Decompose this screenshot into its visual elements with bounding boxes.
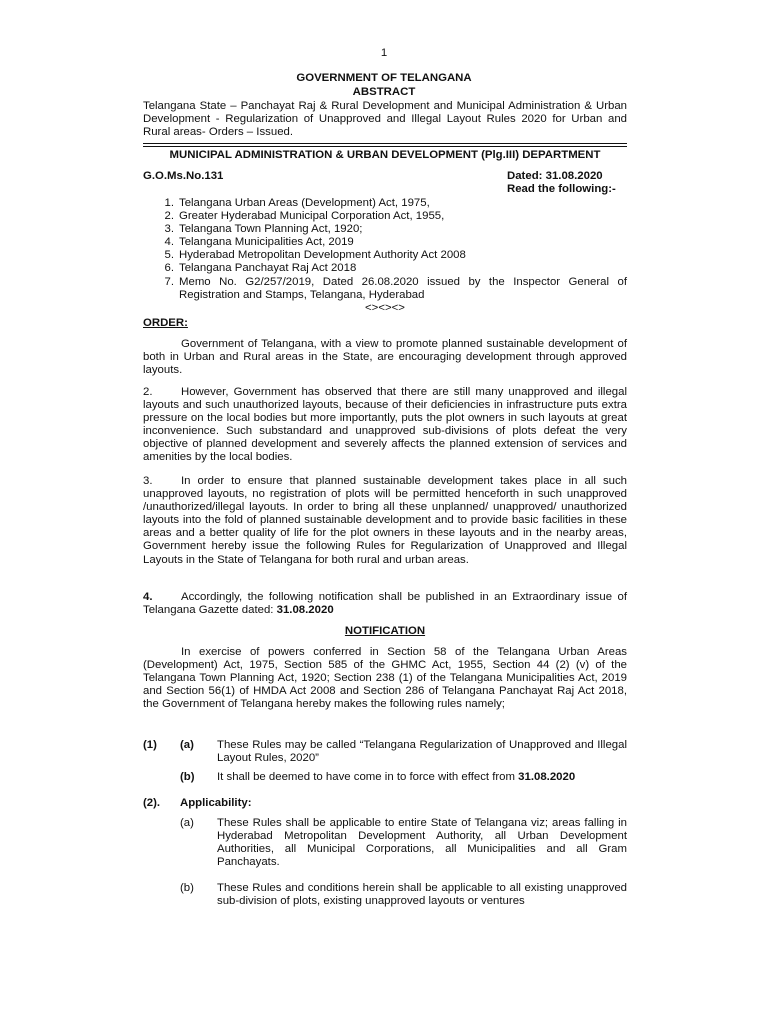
rule-2a: (a) These Rules shall be applicable to entire State of Telangana viz; areas falling in Hyderabad Metropolitan Development Authority, all Urban Development Authorities, all Municipal Corporations, all Municipalities and all Gram Panchayats. [180, 817, 627, 869]
rule-1b: (b) It shall be deemed to have come in to force with effect from 31.08.2020 [180, 771, 576, 783]
order-paragraph-3: 3. In order to ensure that planned sustainable development takes place in all such unapproved layouts, no registration of plots will be permitted henceforth in such unapproved /unauthorized/illegal layouts. In order to bring all these unplanned/ unapproved/ unauthorized layouts into the fold of planned sustainable development and to provide basic facilities in these areas and a better quality of life for the plot owners in these layouts and in the nearby areas, Government hereby issue the following Rules for Regularization of Unapproved and Illegal Layouts in the State of Telangana for both rural and urban areas. [143, 475, 627, 566]
order-paragraph-4: 4. Accordingly, the following notification shall be published in an Extraordinary issue of Telangana Gazette dated: 31.08.2020 [143, 591, 627, 617]
page-number: 1 [380, 47, 388, 59]
go-number: G.O.Ms.No.131 [143, 170, 224, 182]
order-paragraph-1: Government of Telangana, with a view to promote planned sustainable development of both in Urban and Rural areas in the State, are encouraging development through approved layouts. [143, 338, 627, 377]
list-item: 5. Hyderabad Metropolitan Development Authority Act 2008 [164, 249, 466, 262]
list-item: 6. Telangana Panchayat Raj Act 2018 [164, 262, 357, 275]
reference-list [143, 197, 627, 302]
read-following-label: Read the following:- [507, 183, 616, 195]
divider-line [143, 143, 627, 144]
section-separator: <><><> [365, 302, 405, 314]
list-item: 4. Telangana Municipalities Act, 2019 [164, 236, 354, 249]
notification-intro: In exercise of powers conferred in Section 58 of the Telangana Urban Areas (Development) Act, 1975, Section 585 of the GHMC Act, 1955, Section 44 (2) (v) of the Telangana Town Planning Act, 1920; Section 238 (1) of the Telangana Municipalities Act, 2019 and Section 56(1) of HMDA Act 2008 and Section 286 of Telangana Panchayat Raj Act 2018, the Government of Telangana hereby makes the following rules namely; [143, 646, 627, 711]
abstract-text: Telangana State – Panchayat Raj & Rural Development and Municipal Administration & Urban Development - Regularization of Unapproved and Illegal Layout Rules 2020 for Urban and Rural areas- Orders – Issued. [143, 100, 627, 139]
notification-heading: NOTIFICATION [344, 625, 426, 637]
list-item: 2. Greater Hyderabad Municipal Corporation Act, 1955, [164, 210, 445, 223]
divider-line [143, 146, 627, 147]
rule-2-heading: (2). Applicability: [143, 797, 252, 809]
order-paragraph-2: 2. However, Government has observed that there are still many unapproved and illegal layouts and such unauthorized layouts, because of their deficiencies in infrastructure puts extra pressure on the local bodies but more importantly, puts the plot owners in such layouts at great inconvenience. Such substandard and unapproved sub-divisions of plots defeat the very objective of planned development and severely affects the planned extension of services and amenities by the local bodies. [143, 386, 627, 464]
list-item: 3. Telangana Town Planning Act, 1920; [164, 223, 363, 236]
government-heading: GOVERNMENT OF TELANGANA [296, 72, 472, 84]
rule-1a: (1) (a) These Rules may be called “Telangana Regularization of Unapproved and Illegal Layout Rules, 2020” [143, 739, 627, 765]
order-heading: ORDER: [143, 317, 188, 329]
department-heading: MUNICIPAL ADMINISTRATION & URBAN DEVELOPMENT (Plg.III) DEPARTMENT [169, 149, 601, 161]
go-date: Dated: 31.08.2020 [507, 170, 603, 182]
rule-2b: (b) These Rules and conditions herein shall be applicable to all existing unapproved sub-division of plots, existing unapproved layouts or ventures [180, 882, 627, 908]
list-item: 1. Telangana Urban Areas (Development) Act, 1975, [164, 197, 430, 209]
list-item: 7. Memo No. G2/257/2019, Dated 26.08.2020 issued by the Inspector General of Registration and Stamps, Telangana, Hyderabad [164, 275, 627, 301]
abstract-label: ABSTRACT [352, 86, 416, 98]
